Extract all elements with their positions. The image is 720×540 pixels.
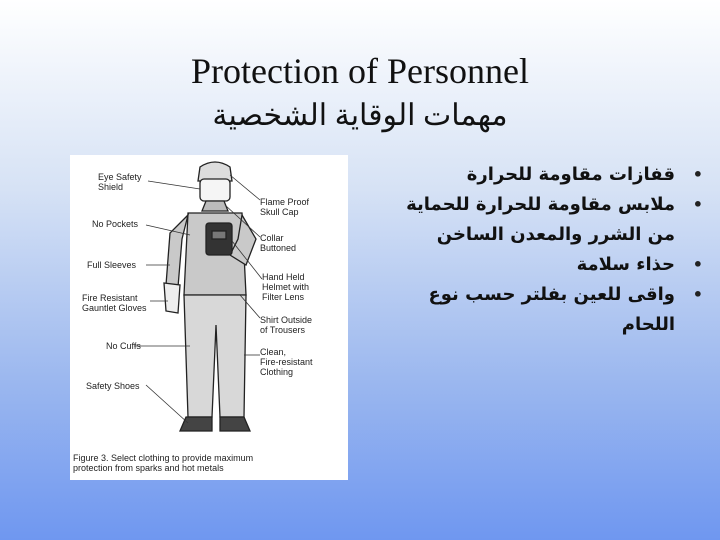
welder-safety-figure: [70, 155, 348, 480]
bullet-dot: •: [692, 195, 703, 214]
bullet-dot: •: [692, 165, 703, 184]
label-no-cuffs: No Cuffs: [106, 341, 141, 351]
label-hand-held-helmet: Hand Held Helmet with Filter Lens: [262, 272, 310, 302]
bullet-dot: •: [692, 255, 703, 274]
bullet-text: ملابس مقاومة للحرارة للحماية من الشرر والمعدن الساخن: [406, 194, 675, 245]
label-flame-proof-skull-cap: Flame Proof Skull Cap: [260, 197, 310, 217]
bullet-item: [375, 160, 703, 190]
label-collar-buttoned: Collar Buttoned: [260, 233, 297, 253]
bullet-item: [375, 190, 703, 250]
label-fire-resistant-gloves: Fire Resistant Gauntlet Gloves: [82, 293, 147, 313]
bullet-list: [375, 160, 703, 340]
label-no-pockets: No Pockets: [92, 219, 139, 229]
bullet-text: حذاء سلامة: [576, 254, 675, 275]
label-safety-shoes: Safety Shoes: [86, 381, 140, 391]
figure-caption: Figure 3. Select clothing to provide maximum protection from sparks and hot metals: [73, 453, 254, 473]
slide-title: Protection of Personnel: [191, 51, 529, 91]
bullet-text: قفازات مقاومة للحرارة: [466, 164, 675, 185]
label-eye-safety-shield: Eye Safety Shield: [98, 172, 142, 192]
label-shirt-outside-trousers: Shirt Outside of Trousers: [260, 315, 313, 335]
label-full-sleeves: Full Sleeves: [87, 260, 137, 270]
bullet-item: [375, 280, 703, 340]
bullet-text: واقى للعين بفلتر حسب نوع اللحام: [428, 284, 675, 335]
bullet-dot: •: [692, 285, 703, 304]
bullet-item: [375, 250, 703, 280]
slide-subtitle: مهمات الوقاية الشخصية: [212, 99, 508, 132]
label-clean-clothing: Clean, Fire-resistant Clothing: [260, 347, 313, 377]
